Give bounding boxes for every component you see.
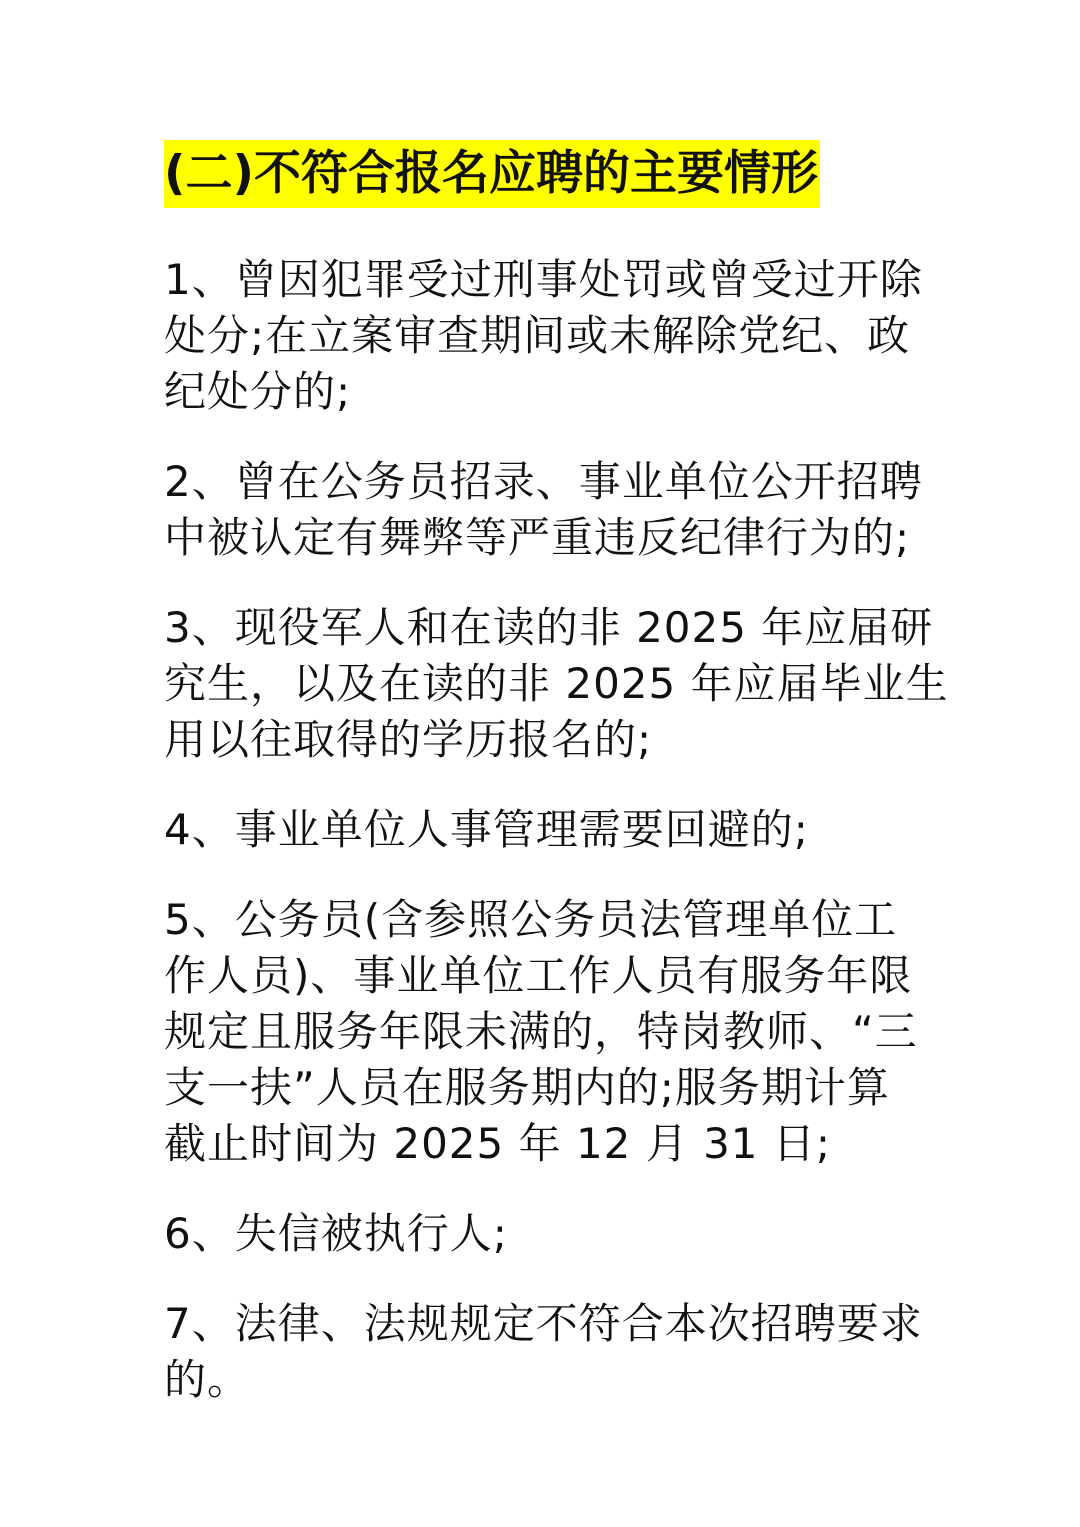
- item-line: 用以往取得的学历报名的;: [164, 715, 653, 764]
- item-line: 支一扶”人员在服务期内的;服务期计算: [164, 1063, 890, 1112]
- item-line: 6、失信被执行人;: [164, 1209, 508, 1258]
- list-item-6: [164, 1206, 924, 1262]
- item-line: 纪处分的;: [164, 367, 352, 416]
- list-item-3: [164, 600, 949, 768]
- section-heading: (二)不符合报名应聘的主要情形: [164, 140, 820, 208]
- document-page: [164, 140, 949, 1442]
- list-item-2: [164, 454, 924, 566]
- item-line: 1、曾因犯罪受过刑事处罚或曾受过开除: [164, 255, 923, 304]
- item-line: 4、事业单位人事管理需要回避的;: [164, 805, 809, 854]
- item-line: 规定且服务年限未满的，特岗教师、“三: [164, 1007, 918, 1056]
- item-line: 7、法律、法规规定不符合本次招聘要求: [164, 1299, 923, 1348]
- item-line: 的。: [164, 1355, 251, 1404]
- list-item-4: [164, 802, 924, 858]
- item-line: 作人员)、事业单位工作人员有服务年限: [164, 951, 913, 1000]
- item-line: 5、公务员(含参照公务员法管理单位工: [164, 895, 898, 944]
- item-line: 处分;在立案审查期间或未解除党纪、政: [164, 311, 911, 360]
- list-item-1: [164, 252, 924, 420]
- item-line: 3、现役军人和在读的非 2025 年应届研: [164, 603, 934, 652]
- list-item-5: [164, 892, 924, 1172]
- item-line: 2、曾在公务员招录、事业单位公开招聘: [164, 457, 923, 506]
- list-item-7: [164, 1296, 924, 1408]
- item-list: [164, 252, 949, 1408]
- item-line: 究生，以及在读的非 2025 年应届毕业生: [164, 659, 949, 708]
- item-line: 中被认定有舞弊等严重违反纪律行为的;: [164, 513, 911, 562]
- item-line: 截止时间为 2025 年 12 月 31 日;: [164, 1119, 832, 1168]
